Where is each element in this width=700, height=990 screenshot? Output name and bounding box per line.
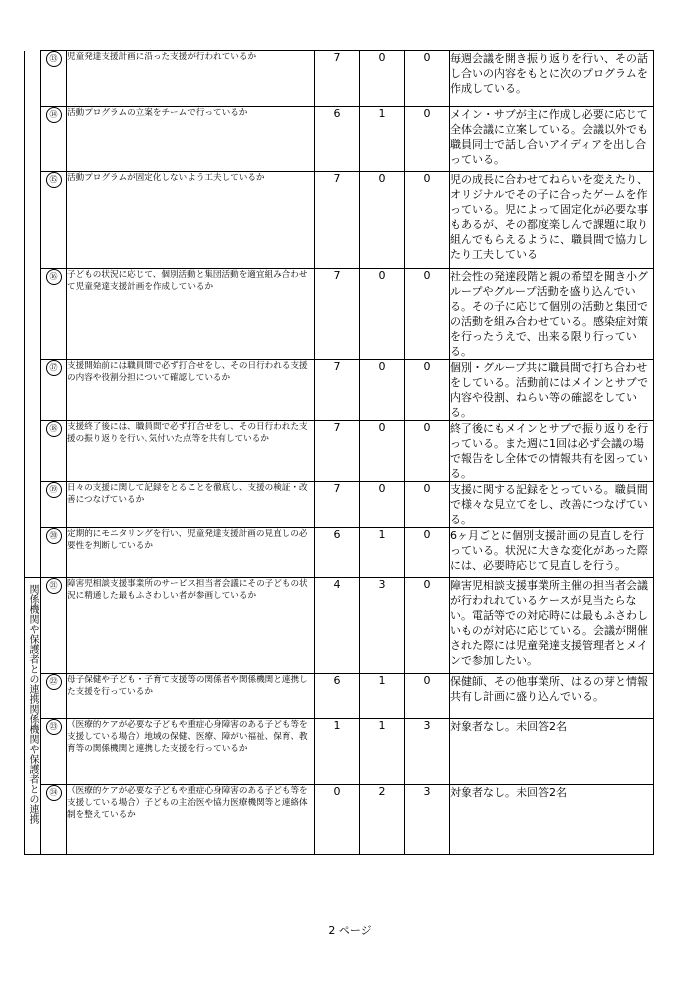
count-yes: 6 — [315, 674, 360, 719]
table-row — [25, 674, 654, 719]
table-row — [25, 528, 654, 578]
table-row — [25, 172, 654, 269]
item-text: 子どもの状況に応じて、個別活動と集団活動を適宜組み合わせて児童発達支援計画を作成しているか — [67, 269, 315, 360]
table-row — [25, 719, 654, 785]
count-yes: 7 — [315, 360, 360, 421]
count-no: 1 — [360, 528, 405, 578]
item-number: ⑬ — [46, 51, 62, 67]
count-unknown: 0 — [405, 674, 450, 719]
comment-text: 支援に関する記録をとっている。職員間で様々な見立てをし、改善につなげている。 — [450, 482, 654, 528]
count-unknown: 0 — [405, 482, 450, 528]
count-unknown: 0 — [405, 528, 450, 578]
count-no: 0 — [360, 269, 405, 360]
count-unknown: 0 — [405, 269, 450, 360]
item-text: 日々の支援に関して記録をとることを徹底し、支援の検証・改善につなげているか — [67, 482, 315, 528]
count-yes: 4 — [315, 578, 360, 674]
page-number: 2 ページ — [328, 924, 372, 937]
comment-text: 6ヶ月ごとに個別支援計画の見直しを行っている。状況に大きな変化があった際には、必要時応じて見直しを行う。 — [450, 528, 654, 578]
count-yes: 7 — [315, 172, 360, 269]
count-no: 3 — [360, 578, 405, 674]
item-text: 活動プログラムが固定化しないよう工夫しているか — [67, 172, 315, 269]
item-number: ⑱ — [46, 421, 62, 437]
item-text: （医療的ケアが必要な子どもや重症心身障害のある子ども等を支援している場合）子どもの主治医や協力医療機関等と連絡体制を整えているか — [67, 785, 315, 855]
table-row — [25, 785, 654, 855]
item-text: 児童発達支援計画に沿った支援が行われているか — [67, 51, 315, 107]
item-text: 定期的にモニタリングを行い、児童発達支援計画の見直しの必要性を判断しているか — [67, 528, 315, 578]
count-yes: 7 — [315, 421, 360, 482]
comment-text: 対象者なし。未回答2名 — [450, 785, 654, 855]
item-number: ⑳ — [46, 528, 62, 544]
count-yes: 6 — [315, 107, 360, 172]
item-number: ㉔ — [46, 785, 62, 801]
item-number: ㉒ — [46, 674, 62, 690]
count-no: 0 — [360, 172, 405, 269]
comment-text: 児の成長に合わせてねらいを変えたり、オリジナルでその子に合ったゲームを作っている。児によって固定化が必要な事もあるが、その都度楽しんで課題に取り組んでもらえるように、職員間で協力したり工夫している — [450, 172, 654, 269]
category-cell-blank — [25, 51, 41, 578]
item-number: ⑲ — [46, 482, 62, 498]
table-row — [25, 578, 654, 674]
item-number: ㉓ — [46, 719, 62, 735]
item-number: ⑯ — [46, 269, 62, 285]
comment-text: メイン・サブが主に作成し必要に応じて全体会議に立案している。会議以外でも職員同士で話し合いアイディアを出し合っている。 — [450, 107, 654, 172]
comment-text: 対象者なし。未回答2名 — [450, 719, 654, 785]
item-text: （医療的ケアが必要な子どもや重症心身障害のある子ども等を支援している場合）地域の保健、医療、障がい福祉、保育、教育等の関係機関と連携した支援を行っているか — [67, 719, 315, 785]
item-number: ⑮ — [46, 172, 62, 188]
count-yes: 0 — [315, 785, 360, 855]
count-unknown: 0 — [405, 578, 450, 674]
count-no: 0 — [360, 421, 405, 482]
item-text: 活動プログラムの立案をチームで行っているか — [67, 107, 315, 172]
category-cell — [25, 578, 41, 855]
count-no: 1 — [360, 107, 405, 172]
category-label: 関係機関や保護者との連携関係機関や保護者との連携 — [27, 584, 38, 824]
count-no: 2 — [360, 785, 405, 855]
count-no: 0 — [360, 360, 405, 421]
comment-text: 毎週会議を開き振り返りを行い、その話し合いの内容をもとに次のプログラムを作成している。 — [450, 51, 654, 107]
comment-text: 障害児相談支援事業所主催の担当者会議が行われれているケースが見当たらない。電話等での対応時には最もふさわしいものが対応に応じている。会議が開催された際には児童発達支援管理者とメインで参加したい。 — [450, 578, 654, 674]
count-unknown: 0 — [405, 172, 450, 269]
count-yes: 7 — [315, 482, 360, 528]
comment-text: 個別・グループ共に職員間で打ち合わせをしている。活動前にはメインとサブで内容や役割、ねらい等の確認をしている。 — [450, 360, 654, 421]
table-row — [25, 51, 654, 107]
count-unknown: 3 — [405, 785, 450, 855]
table-row — [25, 107, 654, 172]
count-unknown: 3 — [405, 719, 450, 785]
item-number: ⑰ — [46, 360, 62, 376]
count-yes: 1 — [315, 719, 360, 785]
comment-text: 終了後にもメインとサブで振り返りを行っている。また週に1回は必ず会議の場で報告をし全体での情報共有を図っている。 — [450, 421, 654, 482]
count-yes: 7 — [315, 51, 360, 107]
count-unknown: 0 — [405, 360, 450, 421]
count-unknown: 0 — [405, 421, 450, 482]
count-no: 0 — [360, 51, 405, 107]
count-unknown: 0 — [405, 107, 450, 172]
item-number: ⑭ — [46, 107, 62, 123]
count-unknown: 0 — [405, 51, 450, 107]
item-text: 支援終了後には、職員間で必ず打合せをし、その日行われた支援の振り返りを行い､気付いた点等を共有しているか — [67, 421, 315, 482]
table-row — [25, 269, 654, 360]
count-no: 0 — [360, 482, 405, 528]
item-text: 母子保健や子ども・子育て支援等の関係者や関係機関と連携した支援を行っているか — [67, 674, 315, 719]
item-number: ㉑ — [46, 578, 62, 594]
comment-text: 保健師、その他事業所、はるの芽と情報共有し計画に盛り込んでいる。 — [450, 674, 654, 719]
count-no: 1 — [360, 674, 405, 719]
item-text: 障害児相談支援事業所のサービス担当者会議にその子どもの状況に精通した最もふさわしい者が参画しているか — [67, 578, 315, 674]
count-yes: 6 — [315, 528, 360, 578]
table-row — [25, 421, 654, 482]
count-no: 1 — [360, 719, 405, 785]
count-yes: 7 — [315, 269, 360, 360]
table-row — [25, 482, 654, 528]
evaluation-table — [24, 50, 654, 855]
table-row — [25, 360, 654, 421]
comment-text: 社会性の発達段階と親の希望を聞き小グループやグループ活動を盛り込んでいる。その子に応じて個別の活動と集団での活動を組み合わせている。感染症対策を行ったうえで、出来る限り行っている。 — [450, 269, 654, 360]
item-text: 支援開始前には職員間で必ず打合せをし、その日行われる支援の内容や役割分担について確認しているか — [67, 360, 315, 421]
